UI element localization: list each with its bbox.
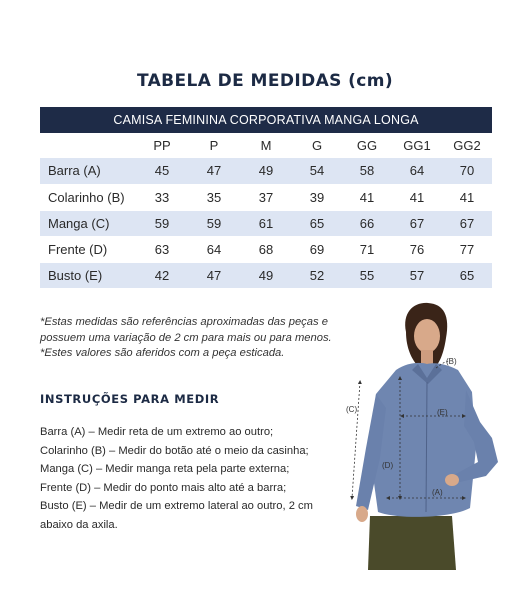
table-cell: 67 (392, 210, 442, 236)
figure-label-c: (C) (346, 405, 358, 414)
table-cell: 57 (392, 262, 442, 288)
figure-label-e: (E) (437, 408, 448, 417)
table-cell: 76 (392, 236, 442, 262)
instruction-line: Busto (E) – Medir de um extremo lateral ao outro, 2 cm (40, 500, 313, 512)
size-chart-table (40, 107, 492, 289)
table-cell: 59 (136, 210, 188, 236)
table-cell: 77 (442, 236, 492, 262)
table-cell: 59 (188, 210, 240, 236)
figure-label-a: (A) (432, 488, 443, 497)
table-cell: 37 (240, 184, 292, 210)
model-neck (421, 350, 433, 364)
table-row (40, 262, 492, 288)
figure-label-d: (D) (382, 461, 394, 470)
product-name: CAMISA FEMININA CORPORATIVA MANGA LONGA (40, 107, 492, 133)
note-line: *Estas medidas são referências aproximadas das peças e (40, 316, 328, 328)
measure-line-c (352, 382, 360, 498)
table-cell: 55 (342, 262, 392, 288)
table-cell: 68 (240, 236, 292, 262)
instruction-line: Colarinho (B) – Medir do botão até o meio da casinha; (40, 444, 309, 457)
table-cell: 70 (442, 158, 492, 184)
table-cell: 66 (342, 210, 392, 236)
table-cell: 47 (188, 158, 240, 184)
table-cell: 42 (136, 262, 188, 288)
table-cell: 61 (240, 210, 292, 236)
instructions-list (40, 423, 325, 534)
note-line: possuem uma variação de 2 cm para mais ou para menos. (40, 331, 332, 344)
model-right-hand (445, 474, 459, 486)
measure-label: Frente (D) (40, 236, 136, 262)
measure-label: Manga (C) (40, 210, 136, 236)
table-cell: 64 (188, 236, 240, 262)
note-line: *Estes valores são aferidos com a peça esticada. (40, 347, 285, 359)
table-row (40, 236, 492, 262)
model-face (414, 319, 440, 353)
table-cell: 69 (292, 236, 342, 262)
size-header-empty (40, 133, 136, 158)
table-cell: 45 (136, 158, 188, 184)
instruction-line: abaixo da axila. (40, 518, 118, 531)
product-header-row (40, 107, 492, 133)
size-header: GG1 (392, 133, 442, 158)
instruction-line: Frente (D) – Medir do ponto mais alto até a barra; (40, 481, 287, 494)
table-cell: 35 (188, 184, 240, 210)
figure-label-b: (B) (446, 357, 457, 366)
size-header: GG (342, 133, 392, 158)
model-shirt (370, 363, 476, 517)
table-cell: 41 (342, 184, 392, 210)
measure-label: Colarinho (B) (40, 184, 136, 210)
table-cell: 65 (292, 210, 342, 236)
size-header: P (188, 133, 240, 158)
measure-label: Barra (A) (40, 158, 136, 184)
table-cell: 58 (342, 158, 392, 184)
table-cell: 54 (292, 158, 342, 184)
table-cell: 49 (240, 262, 292, 288)
table-cell: 64 (392, 158, 442, 184)
table-cell: 67 (442, 210, 492, 236)
instructions-title: INSTRUÇÕES PARA MEDIR (40, 392, 220, 406)
table-cell: 65 (442, 262, 492, 288)
table-cell: 49 (240, 158, 292, 184)
table-cell: 41 (392, 184, 442, 210)
size-header: G (292, 133, 342, 158)
size-header-row (40, 133, 492, 158)
table-row (40, 184, 492, 210)
shirt-model-figure (340, 298, 520, 570)
table-row (40, 210, 492, 236)
instruction-line: Barra (A) – Medir reta de um extremo ao outro; (40, 426, 274, 438)
page-title: TABELA DE MEDIDAS (cm) (136, 71, 394, 91)
table-cell: 41 (442, 184, 492, 210)
table-cell: 52 (292, 262, 342, 288)
size-header: M (240, 133, 292, 158)
model-left-hand (356, 506, 368, 522)
table-cell: 39 (292, 184, 342, 210)
table-cell: 33 (136, 184, 188, 210)
instruction-line: Manga (C) – Medir manga reta pela parte externa; (40, 463, 290, 475)
measure-label: Busto (E) (40, 262, 136, 288)
table-cell: 63 (136, 236, 188, 262)
size-header: GG2 (442, 133, 492, 158)
size-header: PP (136, 133, 188, 158)
model-pants (368, 516, 456, 570)
measurement-notes (40, 315, 370, 362)
table-row (40, 158, 492, 184)
table-cell: 71 (342, 236, 392, 262)
table-cell: 47 (188, 262, 240, 288)
